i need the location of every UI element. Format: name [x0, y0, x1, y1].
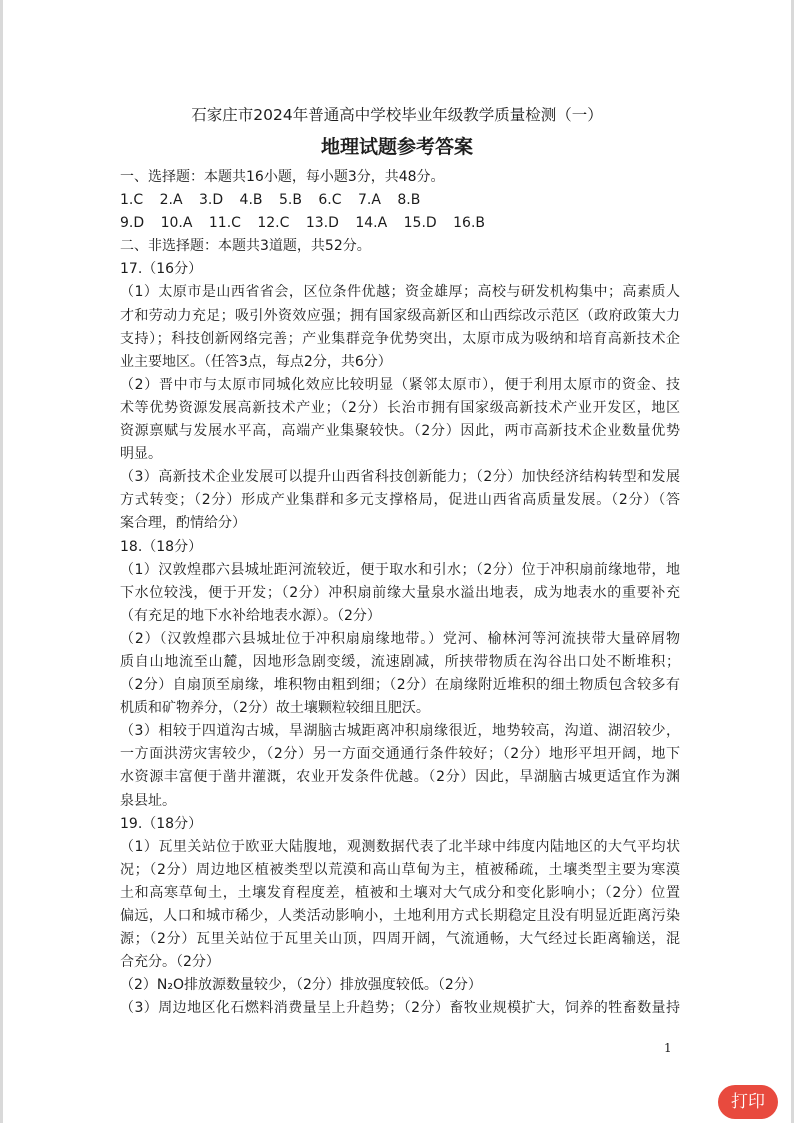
answer-line: 一方面洪涝灾害较少，（2分）另一方面交通通行条件较好；（2分）地形平坦开阔，地下 [120, 746, 680, 763]
answer-line: （2）（汉敦煌郡六县城址位于冲积扇扇缘地带。）党河、榆林河等河流挟带大量碎屑物 [120, 630, 680, 647]
answer-line: （1）汉敦煌郡六县城址距河流较近，便于取水和引水；（2分）位于冲积扇前缘地带，地 [120, 561, 680, 578]
answer-line: 合充分。（2分） [120, 954, 220, 971]
answer-line: 案合理，酌情给分） [120, 515, 246, 532]
answer-line: 况；（2分）周边地区植被类型以荒漠和高山草甸为主，植被稀疏，土壤类型主要为寒漠 [120, 861, 680, 878]
answer-body [120, 166, 680, 1020]
answer-line: 才和劳动力充足；吸引外资效应强；拥有国家级高新区和山西综改示范区（政府政策大力 [120, 307, 680, 324]
answer-line: 土和高寒草甸土，土壤发育程度差，植被和土壤对大气成分和变化影响小；（2分）位置 [120, 884, 680, 901]
question-heading: 19.（18分） [120, 815, 203, 832]
answer-line: （3）相较于四道沟古城，旱湖脑古城距离冲积扇缘很近，地势较高，沟道、湖沼较少， [120, 723, 680, 740]
answer-line: （2）N₂O排放源数量较少，（2分）排放强度较低。（2分） [120, 977, 482, 994]
section-heading: 一、选择题：本题共16小题，每小题3分，共48分。 [120, 169, 445, 185]
answer-line: 质自山地流至山麓，因地形急剧变缓，流速剧减，所挟带物质在沟谷出口处不断堆积； [120, 653, 680, 670]
answer-line: 9.D 10.A 11.C 12.C 13.D 14.A 15.D 16.B [120, 215, 486, 232]
answer-line: 机质和矿物养分，（2分）故土壤颗粒较细且肥沃。 [120, 700, 430, 717]
answer-line: （2）晋中市与太原市同城化效应比较明显（紧邻太原市），便于利用太原市的资金、技 [120, 376, 680, 393]
answer-key-title: 地理试题参考答案 [320, 136, 473, 158]
answer-line: （1）太原市是山西省省会，区位条件优越；资金雄厚；高校与研发机构集中；高素质人 [120, 284, 680, 301]
answer-line: 明显。 [120, 446, 162, 463]
page-left-edge [0, 0, 3, 1123]
answer-line: （有充足的地下水补给地表水源）。（2分） [120, 607, 381, 624]
answer-line: 1.C 2.A 3.D 4.B 5.B 6.C 7.A 8.B [120, 192, 421, 209]
exam-title: 石家庄市2024年普通高中学校毕业年级教学质量检测（一） [191, 106, 603, 124]
answer-line: （3）高新技术企业发展可以提升山西省科技创新能力；（2分）加快经济结构转型和发展 [120, 469, 680, 486]
answer-line: （1）瓦里关站位于欧亚大陆腹地，观测数据代表了北半球中纬度内陆地区的大气平均状 [120, 838, 680, 855]
answer-line: 资源禀赋与发展水平高，高端产业集聚较快。（2分）因此，两市高新技术企业数量优势 [120, 423, 680, 440]
answer-line: 下水位较浅，便于开发；（2分）冲积扇前缘大量泉水溢出地表，成为地表水的重要补充 [120, 584, 680, 601]
answer-line: 水资源丰富便于凿井灌溉，农业开发条件优越。（2分）因此，旱湖脑古城更适宜作为渊 [120, 769, 680, 786]
answer-line: 偏远，人口和城市稀少，人类活动影响小，土地利用方式长期稳定且没有明显近距离污染 [120, 908, 680, 924]
print-button[interactable]: 打印 [718, 1085, 778, 1119]
page-number: 1 [664, 1041, 672, 1055]
answer-line: 支持）；科技创新网络完善；产业集群竞争优势突出，太原市成为吸纳和培育高新技术企 [120, 330, 680, 347]
answer-line: 术等优势资源发展高新技术产业；（2分）长治市拥有国家级高新技术产业开发区，地区 [120, 399, 680, 416]
answer-line: 源；（2分）瓦里关站位于瓦里关山顶，四周开阔，气流通畅，大气经过长距离输送，混 [120, 931, 680, 948]
section-heading: 二、非选择题：本题共3道题，共52分。 [120, 238, 371, 255]
question-heading: 17.（16分） [120, 261, 203, 278]
answer-line: 方式转变；（2分）形成产业集群和多元支撑格局，促进山西省高质量发展。（2分）（答 [120, 492, 680, 509]
question-heading: 18.（18分） [120, 538, 203, 555]
answer-line: 泉县址。 [120, 792, 176, 809]
answer-line: 业主要地区。（任答3点，每点2分，共6分） [120, 353, 392, 370]
answer-line: （3）周边地区化石燃料消费量呈上升趋势；（2分）畜牧业规模扩大，饲养的牲畜数量持 [120, 1000, 680, 1017]
answer-line: （2分）自扇顶至扇缘，堆积物由粗到细；（2分）在扇缘附近堆积的细土物质包含较多有 [120, 677, 680, 694]
